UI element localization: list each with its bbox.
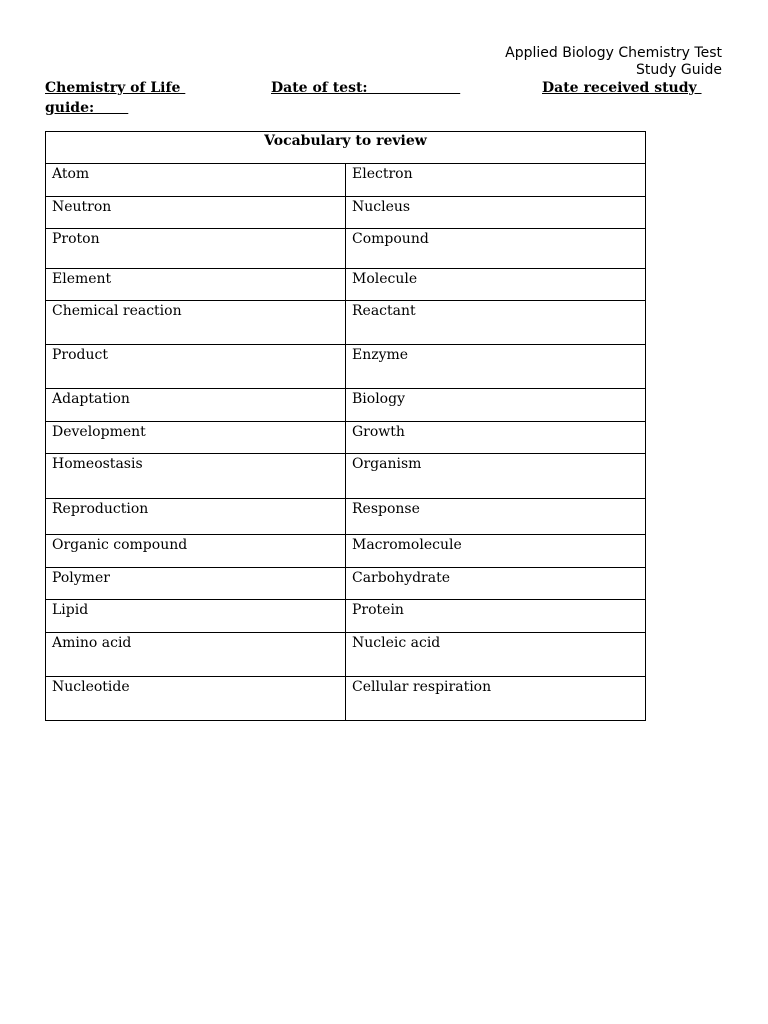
table-row — [46, 633, 646, 677]
vocab-term: Reproduction — [46, 499, 346, 535]
date-received-label: Date received study — [542, 80, 702, 96]
vocab-term: Reactant — [346, 301, 646, 345]
vocab-term: Protein — [346, 600, 646, 633]
document-title-line-2: Study Guide — [636, 62, 722, 78]
vocab-term: Chemical reaction — [46, 301, 346, 345]
vocab-term: Element — [46, 269, 346, 301]
vocabulary-header-row — [46, 132, 646, 164]
vocab-term: Polymer — [46, 568, 346, 600]
document-title-line-1: Applied Biology Chemistry Test — [505, 45, 722, 61]
table-row — [46, 229, 646, 269]
vocab-term: Growth — [346, 422, 646, 454]
table-row — [46, 345, 646, 389]
vocab-term: Macromolecule — [346, 535, 646, 568]
document-title — [505, 45, 722, 79]
vocabulary-table-title: Vocabulary to review — [46, 132, 646, 164]
vocab-term: Nucleic acid — [346, 633, 646, 677]
table-row — [46, 454, 646, 499]
vocab-term: Cellular respiration — [346, 677, 646, 721]
table-row — [46, 535, 646, 568]
vocab-term: Neutron — [46, 197, 346, 229]
vocab-term: Lipid — [46, 600, 346, 633]
vocab-term: Response — [346, 499, 646, 535]
vocab-term: Nucleus — [346, 197, 646, 229]
table-row — [46, 499, 646, 535]
vocab-term: Atom — [46, 164, 346, 197]
vocab-term: Product — [46, 345, 346, 389]
vocabulary-table — [45, 131, 646, 721]
table-row — [46, 197, 646, 229]
table-row — [46, 568, 646, 600]
table-row — [46, 301, 646, 345]
table-row — [46, 269, 646, 301]
vocab-term: Carbohydrate — [346, 568, 646, 600]
vocab-term: Molecule — [346, 269, 646, 301]
unit-label: Chemistry of Life — [45, 80, 186, 96]
vocab-term: Organism — [346, 454, 646, 499]
vocab-term: Adaptation — [46, 389, 346, 422]
vocab-term: Nucleotide — [46, 677, 346, 721]
vocab-term: Homeostasis — [46, 454, 346, 499]
info-header — [45, 79, 725, 119]
vocab-term: Development — [46, 422, 346, 454]
vocab-term: Compound — [346, 229, 646, 269]
table-row — [46, 164, 646, 197]
table-row — [46, 389, 646, 422]
vocab-term: Proton — [46, 229, 346, 269]
vocab-term: Organic compound — [46, 535, 346, 568]
vocab-term: Amino acid — [46, 633, 346, 677]
date-of-test-field: Date of test: — [271, 80, 461, 96]
table-row — [46, 600, 646, 633]
table-row — [46, 677, 646, 721]
vocab-term: Electron — [346, 164, 646, 197]
table-row — [46, 422, 646, 454]
vocab-term: Enzyme — [346, 345, 646, 389]
vocab-term: Biology — [346, 389, 646, 422]
date-received-guide-field: guide: — [45, 100, 129, 116]
